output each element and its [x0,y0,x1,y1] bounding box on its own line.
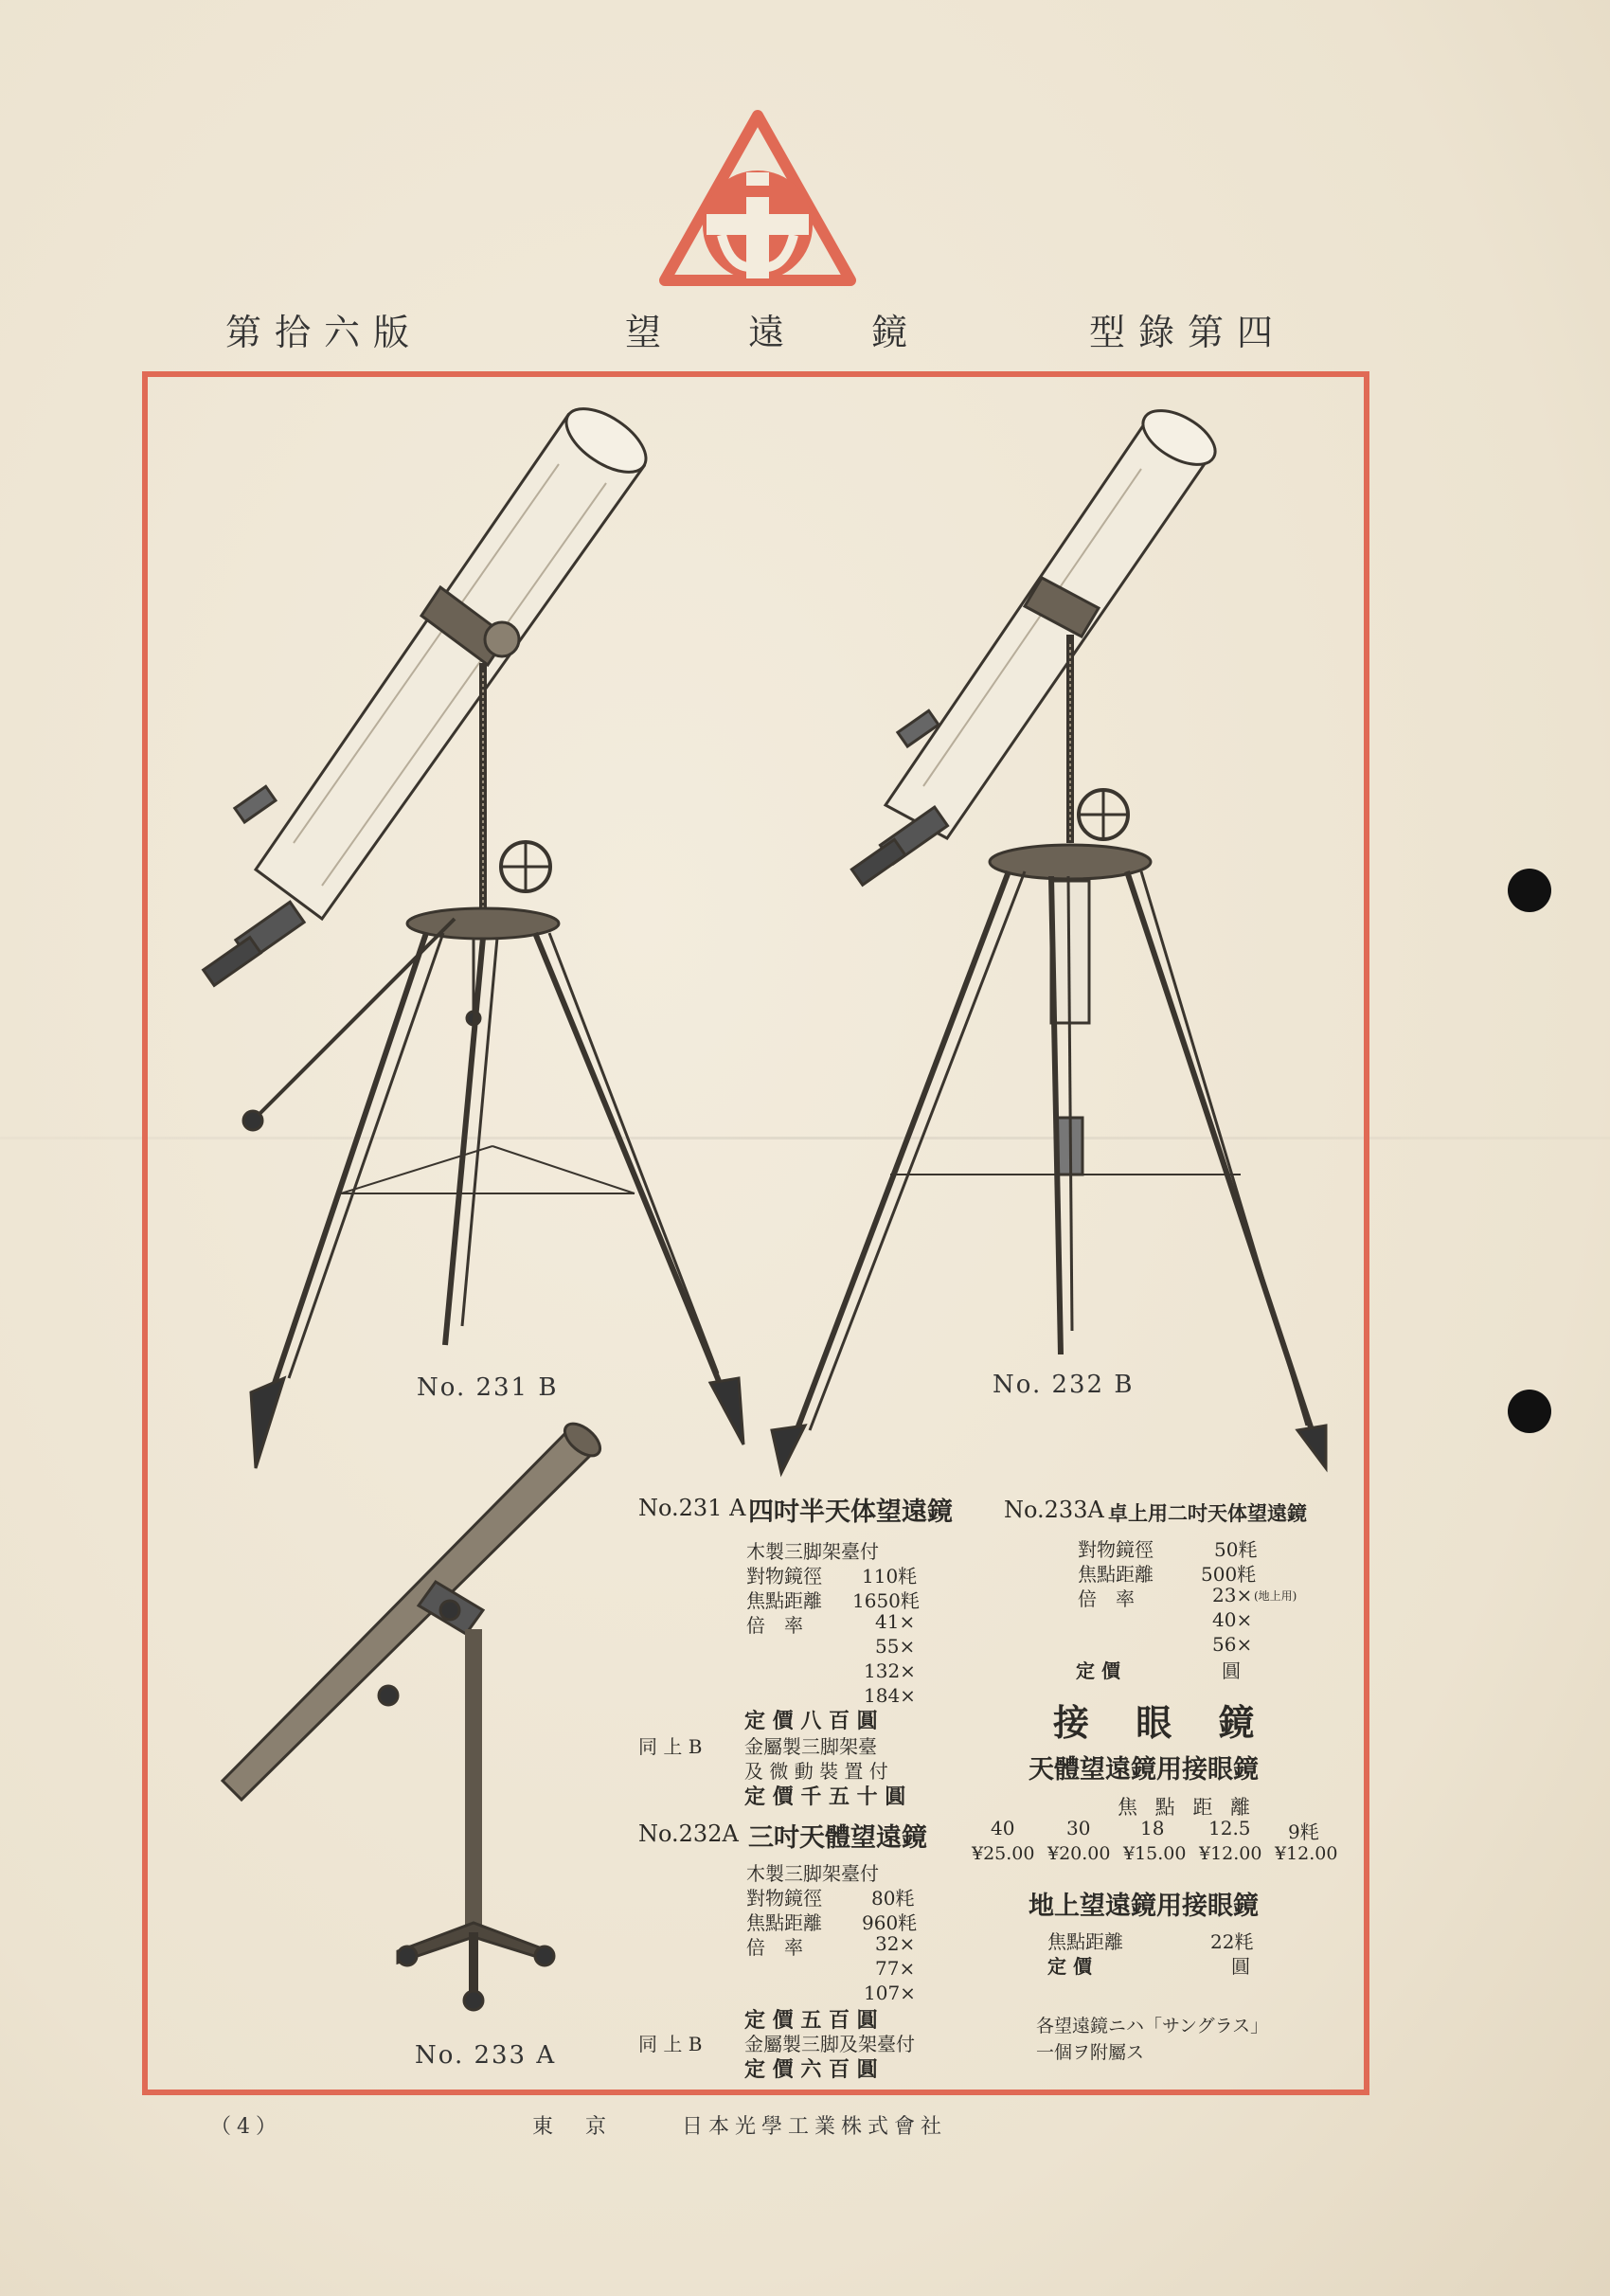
row-value-231-2: 41× [875,1610,916,1633]
name-233: 卓上用二吋天体望遠鏡 [1108,1502,1307,1525]
price-231: 定 價 八 百 圓 [744,1710,878,1733]
company-logo-icon [653,104,862,294]
astro-eyepiece-title: 天體望遠鏡用接眼鏡 [1029,1755,1259,1785]
row-label-233-2: 倍 率 [1078,1587,1135,1610]
name-232: 三吋天體望遠鏡 [748,1823,927,1853]
model-231: No.231 A [638,1495,746,1521]
telescope-231b-illustration [199,388,767,1478]
row-label-233-0: 對物鏡徑 [1078,1538,1154,1561]
page-number: （4） [210,2115,282,2139]
price-1: ¥20.00 [1047,1843,1111,1864]
variant-line1-231: 金屬製三脚架臺 [744,1735,877,1758]
row-label-231-0: 對物鏡徑 [746,1565,822,1587]
row-value-233-4: 56× [1212,1633,1253,1656]
row-value-231-5: 184× [864,1684,916,1707]
row-label-231-1: 焦點距離 [746,1589,822,1612]
row-value-231-4: 132× [864,1659,916,1682]
row-value-231-1: 1650粍 [852,1589,920,1612]
price-232: 定 價 五 百 圓 [744,2009,878,2033]
row-label-232-2: 倍 率 [746,1936,803,1959]
name-231: 四吋半天体望遠鏡 [748,1498,953,1527]
price-unit-233: 圓 [1222,1659,1241,1682]
price-3: ¥12.00 [1199,1843,1262,1864]
sunglass-note-line2: 一個ヲ附屬ス [1036,2042,1145,2063]
focal-3: 12.5 [1208,1817,1251,1839]
binder-hole-top [1508,869,1551,912]
focal-length-label: 焦 點 距 離 [1118,1796,1257,1819]
row-value-232-4: 107× [864,1982,916,2004]
footer-city: 東 京 [532,2115,613,2139]
row-value-233-3: 40× [1212,1608,1253,1631]
eyepiece-title: 接 眼 鏡 [1053,1702,1272,1744]
focal-0: 40 [991,1817,1015,1839]
telescope-232b-illustration [767,398,1335,1478]
terrestrial-price-unit: 圓 [1231,1955,1250,1978]
row-value-231-3: 55× [875,1635,916,1658]
row-value-233-2: 23× [1212,1584,1253,1606]
mount-232: 木製三脚架臺付 [746,1862,879,1885]
telescope-233a-illustration [208,1421,625,2027]
terrestrial-eyepiece-title: 地上望遠鏡用接眼鏡 [1029,1892,1259,1921]
row-note-233-2: (地上用) [1254,1589,1297,1603]
row-value-233-0: 50粍 [1214,1538,1258,1561]
row-label-231-2: 倍 率 [746,1614,803,1637]
focal-1: 30 [1066,1817,1091,1839]
row-value-232-1: 960粍 [862,1911,918,1934]
caption-233a: No. 233 A [415,2041,557,2070]
catalog-label: 型錄第四 [1089,312,1287,353]
row-value-232-3: 77× [875,1957,916,1980]
terrestrial-price-label: 定 價 [1047,1955,1092,1978]
variant-price-232: 定 價 六 百 圓 [744,2058,878,2082]
variant-line1-232: 金屬製三脚及架臺付 [744,2033,915,2055]
row-value-232-2: 32× [875,1932,916,1955]
row-label-232-0: 對物鏡徑 [746,1887,822,1910]
mount-231: 木製三脚架臺付 [746,1540,879,1563]
focal-4: 9粍 [1288,1821,1319,1843]
variant-label-232: 同 上 B [638,2033,703,2055]
price-0: ¥25.00 [972,1843,1035,1864]
price-2: ¥15.00 [1123,1843,1187,1864]
model-233: No.233A [1004,1497,1104,1523]
variant-price-231: 定 價 千 五 十 圓 [744,1785,906,1809]
variant-label-231: 同 上 B [638,1735,703,1758]
model-232: No.232A [638,1821,739,1847]
row-value-231-0: 110粍 [862,1565,918,1587]
caption-232b: No. 232 B [993,1371,1135,1399]
focal-2: 18 [1140,1817,1165,1839]
page-title: 望 遠 鏡 [625,312,946,353]
edition-label: 第拾六版 [225,312,423,353]
price-label-233: 定 價 [1076,1659,1120,1682]
caption-231b: No. 231 B [417,1373,559,1402]
terrestrial-focal-label: 焦點距離 [1047,1930,1123,1953]
row-label-232-1: 焦點距離 [746,1911,822,1934]
row-label-233-1: 焦點距離 [1078,1563,1154,1586]
binder-hole-bottom [1508,1390,1551,1433]
terrestrial-focal-value: 22粍 [1210,1930,1254,1953]
sunglass-note-line1: 各望遠鏡ニハ「サングラス」 [1036,2016,1269,2036]
footer-company: 日本光學工業株式會社 [682,2115,948,2139]
row-value-233-1: 500粍 [1201,1563,1257,1586]
price-4: ¥12.00 [1275,1843,1338,1864]
row-value-232-0: 80粍 [871,1887,915,1910]
variant-line2-231: 及 微 動 裝 置 付 [744,1760,888,1783]
